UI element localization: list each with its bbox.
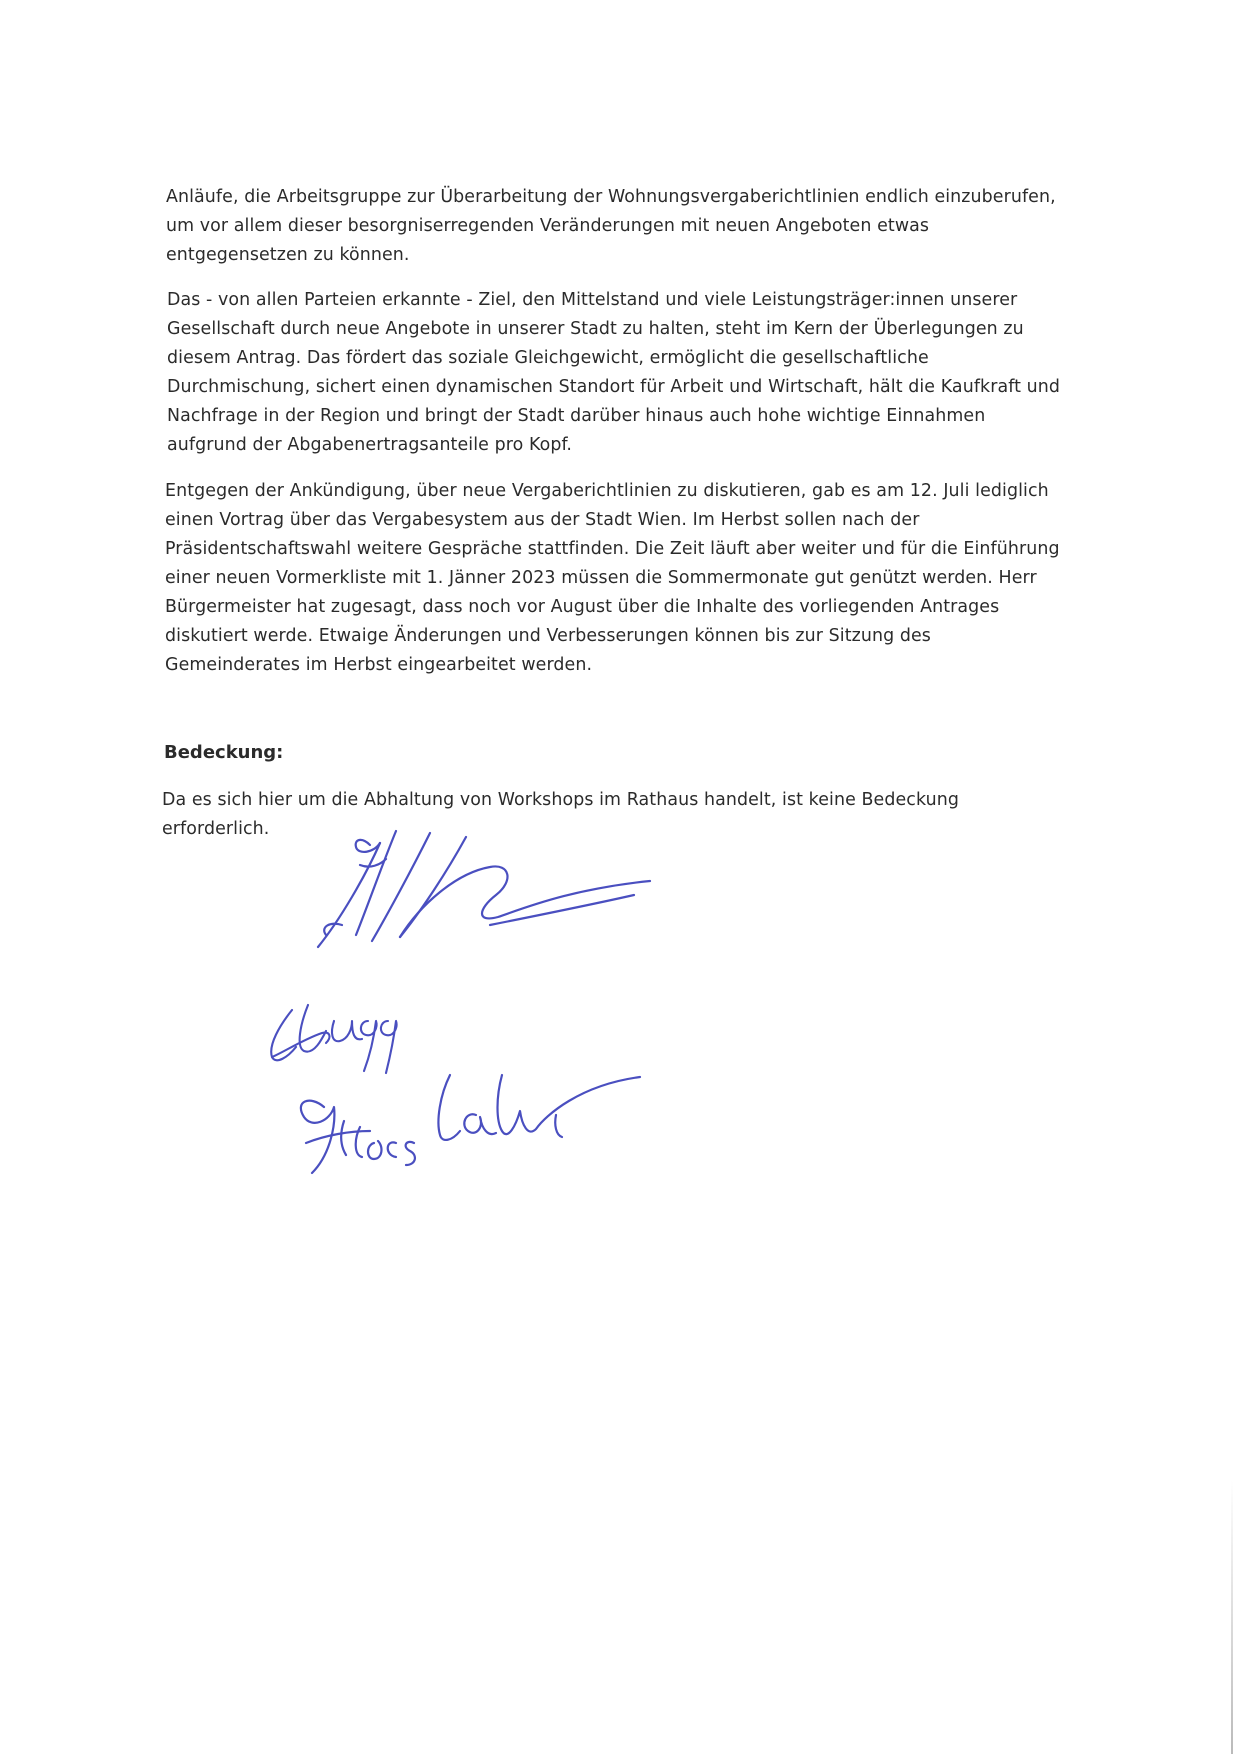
text-line: Bürgermeister hat zugesagt, dass noch vor August über die Inhalte des vorliegenden Antrages <box>165 597 1000 617</box>
text-line: einen Vortrag über das Vergabesystem aus der Stadt Wien. Im Herbst sollen nach der <box>165 510 920 530</box>
text-line: diskutiert werde. Etwaige Änderungen und Verbesserungen können bis zur Sitzung des <box>165 626 931 646</box>
text-line: Anläufe, die Arbeitsgruppe zur Überarbeitung der Wohnungsvergaberichtlinien endlich einzuberufen, <box>166 187 1056 207</box>
text-line: diesem Antrag. Das fördert das soziale Gleichgewicht, ermöglicht die gesellschaftliche <box>167 348 929 368</box>
text-line: entgegensetzen zu können. <box>166 245 410 265</box>
text-line: Entgegen der Ankündigung, über neue Vergaberichtlinien zu diskutieren, gab es am 12. Juli lediglich <box>165 481 1049 501</box>
paragraph-goal <box>167 286 1097 460</box>
text-line: Gesellschaft durch neue Angebote in unserer Stadt zu halten, steht im Kern der Überlegungen zu <box>167 319 1024 339</box>
text-line: Präsidentschaftswahl weitere Gespräche stattfinden. Die Zeit läuft aber weiter und für die Einführung <box>165 539 1060 559</box>
text-line: aufgrund der Abgabenertragsanteile pro Kopf. <box>167 435 573 455</box>
text-line: um vor allem dieser besorgniserregenden Veränderungen mit neuen Angeboten etwas <box>166 216 930 236</box>
text-line: Nachfrage in der Region und bringt der Stadt darüber hinaus auch hohe wichtige Einnahmen <box>167 406 986 426</box>
text-line: einer neuen Vormerkliste mit 1. Jänner 2023 müssen die Sommermonate gut genützt werden. Herr <box>165 568 1037 588</box>
text-line: Da es sich hier um die Abhaltung von Workshops im Rathaus handelt, ist keine Bedeckung <box>162 790 959 810</box>
coverage-heading: Bedeckung: <box>164 742 284 763</box>
text-line: Das - von allen Parteien erkannte - Ziel, den Mittelstand und viele Leistungsträger:innen unserer <box>167 290 1018 310</box>
text-line: Durchmischung, sichert einen dynamischen Standort für Arbeit und Wirtschaft, hält die Kaufkraft und <box>167 377 1061 397</box>
signature-3 <box>301 1075 640 1173</box>
text-line: erforderlich. <box>162 819 270 839</box>
signature-1 <box>318 831 650 947</box>
signature-block <box>270 825 740 1185</box>
scan-edge-shadow <box>1231 1480 1233 1754</box>
paragraph-announcement <box>165 477 1095 680</box>
signature-2 <box>271 1005 396 1073</box>
paragraph-intro-continuation <box>166 183 1096 270</box>
text-line: Gemeinderates im Herbst eingearbeitet werden. <box>165 655 593 675</box>
